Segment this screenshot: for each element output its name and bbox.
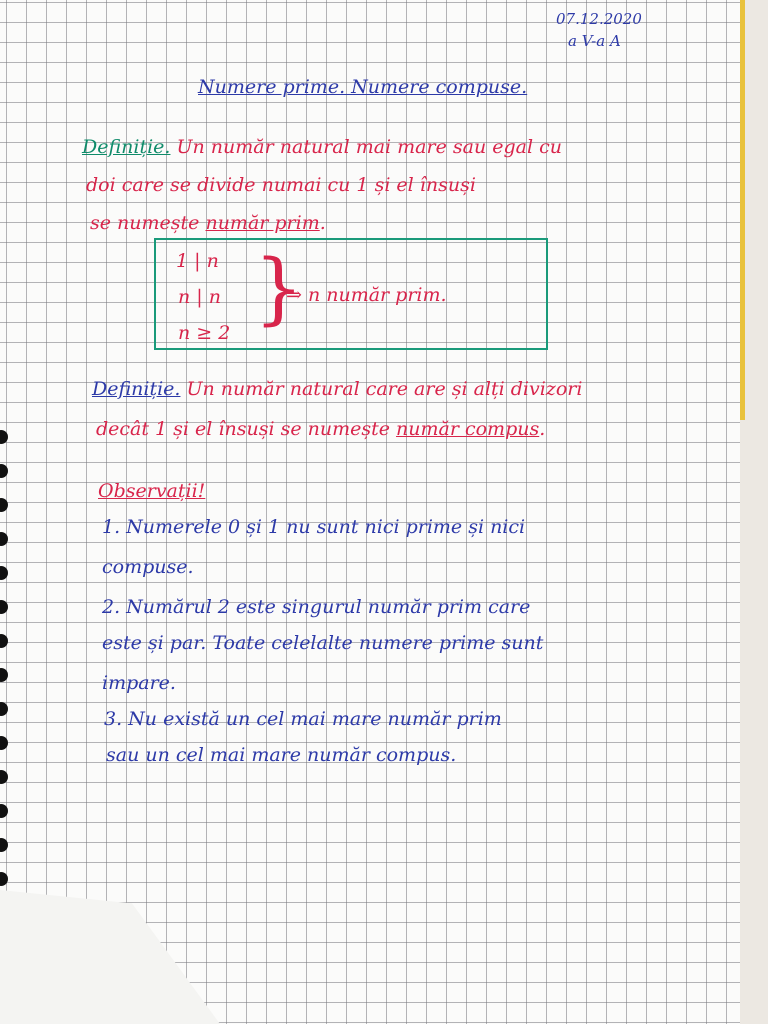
definition-1-line-2: doi care se divide numai cu 1 și el însuși xyxy=(86,174,476,196)
condition-2: n | n xyxy=(178,286,221,308)
definition-1-lead: se numește xyxy=(90,212,200,234)
conclusion: ⇒ n număr prim. xyxy=(286,284,447,306)
date: 07.12.2020 xyxy=(556,10,642,28)
definition-2-line-1 xyxy=(92,378,582,400)
observation-line: 3. Nu există un cel mai mare număr prim xyxy=(104,708,502,730)
definition-1-period: . xyxy=(319,212,326,234)
definition-1-text: Un număr natural mai mare sau egal cu xyxy=(176,136,562,158)
class-label: a V-a A xyxy=(568,32,621,50)
definition-1-line-1 xyxy=(82,136,562,158)
page-title: Numere prime. Numere compuse. xyxy=(198,76,528,98)
observation-line: 1. Numerele 0 și 1 nu sunt nici prime și nici xyxy=(102,516,526,538)
observation-line: compuse. xyxy=(102,556,194,578)
observation-line: impare. xyxy=(102,672,176,694)
definition-2-label: Definiție. xyxy=(92,378,181,400)
definition-1-label: Definiție. xyxy=(82,136,171,158)
condition-3: n ≥ 2 xyxy=(178,322,231,344)
definition-2-lead: decât 1 și el însuși se numește xyxy=(96,418,390,440)
observations-label: Observații! xyxy=(98,480,206,502)
yellow-divider-tab xyxy=(740,0,745,420)
definition-2-line-2 xyxy=(96,418,545,440)
curly-brace: } xyxy=(254,244,304,334)
definition-2-period: . xyxy=(539,418,546,440)
observation-line: este și par. Toate celelalte numere prime sunt xyxy=(102,632,544,654)
definition-2-text: Un număr natural care are și alți divizori xyxy=(186,378,583,400)
term-numar-prim: număr prim xyxy=(205,212,320,234)
observation-line: 2. Numărul 2 este singurul număr prim care xyxy=(102,596,531,618)
condition-1: 1 | n xyxy=(176,250,219,272)
observation-line: sau un cel mai mare număr compus. xyxy=(106,744,457,766)
definition-1-line-3 xyxy=(90,212,326,234)
term-numar-compus: număr compus xyxy=(396,418,540,440)
